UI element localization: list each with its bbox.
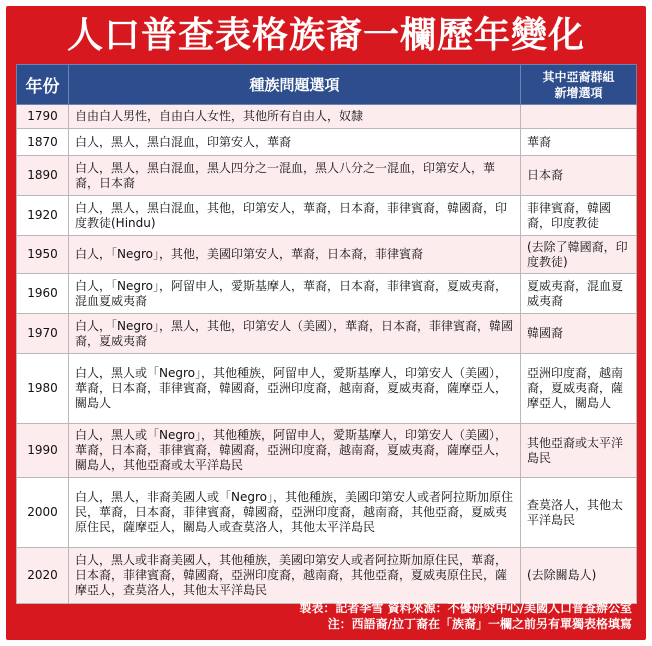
row-year: 1980 [17,354,69,424]
row-year: 1790 [17,105,69,129]
row-year: 1960 [17,274,69,314]
row-year: 1890 [17,156,69,196]
row-added [521,105,637,129]
row-year: 2020 [17,548,69,604]
infographic-frame [6,6,646,640]
row-year: 1970 [17,314,69,354]
row-added: 菲律賓裔，韓國裔，印度教徒 [521,196,637,236]
row-year: 1950 [17,236,69,274]
table-row [17,156,637,196]
row-added: 華裔 [521,129,637,156]
table-header-row [17,65,637,105]
row-added: 夏威夷裔，混血夏威夷裔 [521,274,637,314]
row-groups: 白人，「Negro」，阿留申人，愛斯基摩人，華裔，日本裔，菲律賓裔，夏威夷裔，混血夏威夷裔 [69,274,521,314]
table-row [17,548,637,604]
table-row [17,236,637,274]
row-year: 1990 [17,424,69,478]
row-year: 2000 [17,478,69,548]
census-table-container [16,64,636,596]
row-added: 亞洲印度裔，越南裔，夏威夷裔，薩摩亞人，關島人 [521,354,637,424]
row-groups: 白人，黑人或「Negro」，其他種族，阿留申人，愛斯基摩人，印第安人（美國），華裔，日本裔，菲律賓裔，韓國裔，亞洲印度裔，越南裔，夏威夷裔，薩摩亞人，關島人 [69,354,521,424]
table-row [17,424,637,478]
row-added: 韓國裔 [521,314,637,354]
table-row [17,196,637,236]
row-added: (去除關島人) [521,548,637,604]
row-groups: 白人，黑人或非裔美國人，其他種族，美國印第安人或者阿拉斯加原住民，華裔，日本裔，菲律賓裔，韓國裔，亞洲印度裔，越南裔，其他亞裔，夏威夷原住民，薩摩亞人，查莫洛人，其他太平洋島民 [69,548,521,604]
row-added: (去除了韓國裔，印度教徒) [521,236,637,274]
page-title: 人口普查表格族裔一欄歷年變化 [66,15,585,56]
table-row [17,478,637,548]
table-row [17,274,637,314]
header-added-line2: 新增選項 [554,85,603,100]
header-year: 年份 [17,65,69,105]
row-added: 其他亞裔或太平洋島民 [521,424,637,478]
row-groups: 白人，黑人，黑白混血，黑人四分之一混血，黑人八分之一混血，印第安人，華裔，日本裔 [69,156,521,196]
header-added-line1: 其中亞裔群組 [542,69,615,84]
row-added: 日本裔 [521,156,637,196]
row-added: 查莫洛人，其他太平洋島民 [521,478,637,548]
row-groups: 白人，黑人或「Negro」，其他種族，阿留申人，愛斯基摩人，印第安人（美國），華裔，日本裔，菲律賓裔，韓國裔，亞洲印度裔，越南裔，夏威夷裔，薩摩亞人，關島人，其他亞裔或太平洋島民 [69,424,521,478]
row-year: 1870 [17,129,69,156]
footer-source: 製表：記者李雪 資料來源：不優研究中心/美國人口普查辦公室 [299,601,632,615]
row-groups: 白人，「Negro」，黑人，其他，印第安人（美國），華裔，日本裔，菲律賓裔，韓國裔，夏威夷裔 [69,314,521,354]
header-added [521,65,637,105]
table-row [17,354,637,424]
row-groups: 白人，黑人，黑白混血，印第安人，華裔 [69,129,521,156]
row-groups: 白人，「Negro」，其他，美國印第安人，華裔，日本裔，菲律賓裔 [69,236,521,274]
row-groups: 白人，黑人，黑白混血，其他，印第安人，華裔，日本裔，菲律賓裔，韓國裔，印度教徒(Hindu) [69,196,521,236]
footer-note: 注：西語裔/拉丁裔在「族裔」一欄之前另有單獨表格填寫 [327,617,632,631]
table-row [17,314,637,354]
row-groups: 白人，黑人，非裔美國人或「Negro」，其他種族，美國印第安人或者阿拉斯加原住民，華裔，日本裔，菲律賓裔，韓國裔，亞洲印度裔，越南裔，其他亞裔，夏威夷原住民，薩摩亞人，關島人或查莫洛人，其他太平洋島民 [69,478,521,548]
table-row [17,129,637,156]
row-year: 1920 [17,196,69,236]
table-row [17,105,637,129]
header-groups: 種族問題選項 [69,65,521,105]
row-groups: 自由白人男性，自由白人女性，其他所有自由人，奴隸 [69,105,521,129]
census-table [16,64,637,604]
footer-credits [32,600,632,632]
